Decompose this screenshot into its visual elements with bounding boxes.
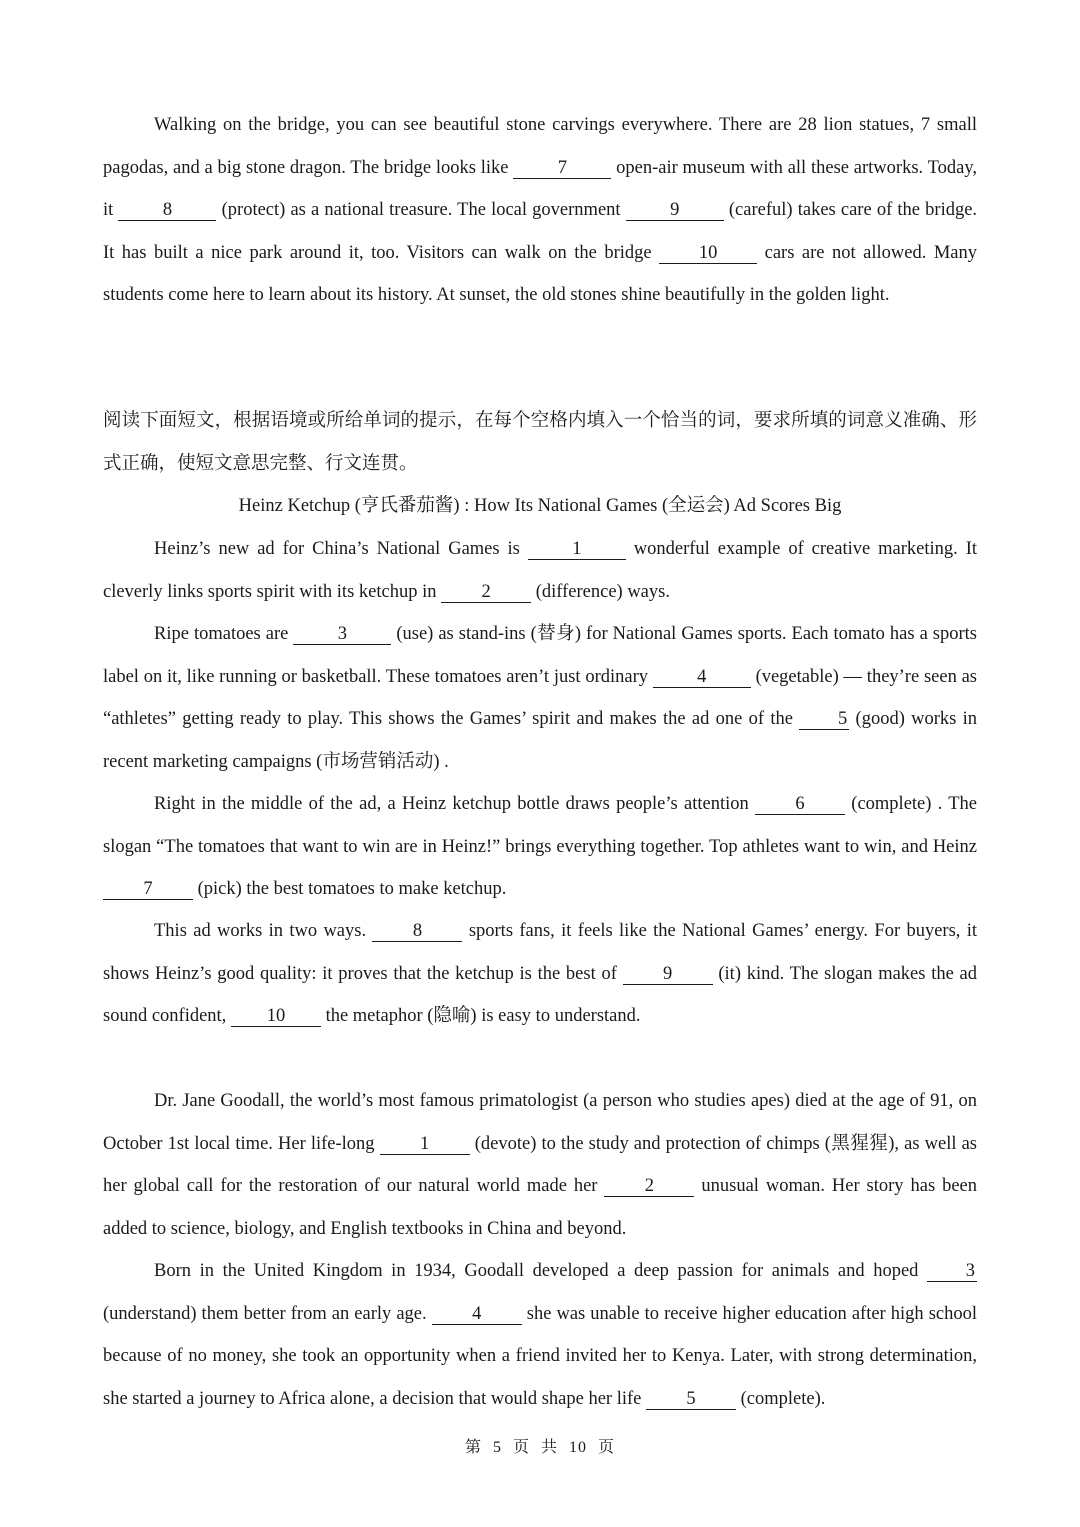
blank-8[interactable]: 8 — [372, 921, 462, 942]
goodall-paragraph-2 — [103, 1250, 977, 1420]
goodall-paragraph-1 — [103, 1080, 977, 1250]
goodall-text: (complete). — [740, 1388, 826, 1409]
heinz-text: wonderful example of creative marketing. It cleverly links sports spirit with its ketchup in — [103, 539, 978, 602]
passage-title: Heinz Ketchup (亨氏番茄酱) : How Its National Games (全运会) Ad Scores Big — [238, 496, 842, 516]
page-number: 5 — [492, 1439, 502, 1456]
heinz-text: (it) kind. The slogan makes the ad sound confident, — [103, 963, 978, 1026]
footer-prefix: 第 — [464, 1439, 482, 1456]
heinz-text: (difference) ways. — [535, 581, 670, 602]
heinz-text: (use) as stand-ins (替身) for National Games sports. Each tomato has a sports label on it, like running or basketball. These tomatoes aren’t just ordinary — [103, 624, 977, 687]
blank-5[interactable]: 5 — [646, 1389, 736, 1410]
goodall-text: Dr. Jane Goodall, the world’s most famous primatologist (a person who studies apes) died at the age of 91, on October 1st local time. Her life-long — [103, 1091, 977, 1154]
heinz-text: (good) works in recent marketing campaigns (市场营销活动) . — [103, 709, 978, 772]
blank-10[interactable]: 10 — [659, 243, 757, 264]
heinz-paragraph-2 — [103, 613, 977, 783]
total-pages: 10 — [569, 1439, 588, 1456]
bridge-text-2: open-air museum with all these artworks. Today, it — [103, 157, 977, 220]
goodall-text: (devote) to the study and protection of chimps (黑猩猩), as well as her global call for the restoration of our natural world made her — [103, 1133, 977, 1196]
heinz-text: sports fans, it feels like the National Games’ energy. For buyers, it shows Heinz’s good quality: it proves that the ketchup is the best of — [103, 921, 978, 984]
footer-page-word: 页 — [512, 1439, 530, 1456]
bridge-text-1: Walking on the bridge, you can see beautiful stone carvings everywhere. There are 28 lion statues, 7 small pagodas, and a big stone dragon. The bridge looks like — [103, 115, 977, 178]
blank-6[interactable]: 6 — [755, 794, 845, 815]
blank-5[interactable]: 5 — [799, 709, 849, 730]
blank-4[interactable]: 4 — [653, 667, 751, 688]
blank-3[interactable]: 3 — [293, 624, 391, 645]
heinz-paragraph-4 — [103, 910, 977, 1038]
heinz-text: the metaphor (隐喻) is easy to understand. — [325, 1006, 641, 1026]
heinz-text: (vegetable) — they’re seen as “athletes” getting ready to play. This shows the Games’ spirit and makes the ad one of the — [103, 666, 978, 729]
footer-total-word: 共 — [541, 1439, 559, 1456]
blank-10[interactable]: 10 — [231, 1006, 321, 1027]
heinz-text: Ripe tomatoes are — [154, 624, 289, 644]
blank-9[interactable]: 9 — [623, 964, 713, 985]
bridge-paragraph — [103, 104, 977, 317]
heinz-text: Right in the middle of the ad, a Heinz ketchup bottle draws people’s attention — [154, 794, 749, 814]
goodall-text: she was unable to receive higher education after high school because of no money, she took an opportunity when a friend invited her to Kenya. Later, with strong determination, she started a journey to Africa alone, a decision that would shape her life — [103, 1303, 978, 1409]
heinz-paragraph-1 — [103, 528, 977, 613]
bridge-text-3: (protect) as a national treasure. The local government — [221, 200, 621, 220]
goodall-text: (understand) them better from an early age. — [103, 1303, 427, 1324]
blank-7[interactable]: 7 — [103, 879, 193, 900]
goodall-text: unusual woman. Her story has been added to science, biology, and English textbooks in China and beyond. — [103, 1176, 978, 1239]
heinz-text: (complete) . The slogan “The tomatoes that want to win are in Heinz!” brings everything together. Top athletes want to win, and Heinz — [103, 794, 978, 857]
page-footer — [0, 1434, 1080, 1457]
blank-2[interactable]: 2 — [604, 1176, 694, 1197]
heinz-paragraph-3 — [103, 783, 977, 911]
blank-1[interactable]: 1 — [528, 539, 626, 560]
instructions: 阅读下面短文，根据语境或所给单词的提示，在每个空格内填入一个恰当的词，要求所填的词意义准确、形式正确，使短文意思完整、行文连贯。 — [103, 411, 977, 474]
footer-suffix: 页 — [598, 1439, 616, 1456]
bridge-text-4: (careful) takes care of the bridge. It has built a nice park around it, too. Visitors can walk on the bridge — [103, 200, 978, 263]
heinz-text: (pick) the best tomatoes to make ketchup. — [197, 879, 507, 899]
blank-2[interactable]: 2 — [441, 582, 531, 603]
blank-9[interactable]: 9 — [626, 200, 724, 221]
blank-3[interactable]: 3 — [927, 1261, 977, 1282]
heinz-text: Heinz’s new ad for China’s National Games is — [154, 539, 520, 559]
heinz-text: This ad works in two ways. — [154, 921, 367, 941]
goodall-text: Born in the United Kingdom in 1934, Goodall developed a deep passion for animals and hoped — [154, 1261, 919, 1281]
blank-1[interactable]: 1 — [380, 1134, 470, 1155]
blank-8[interactable]: 8 — [118, 200, 216, 221]
blank-7[interactable]: 7 — [513, 158, 611, 179]
blank-4[interactable]: 4 — [432, 1304, 522, 1325]
bridge-text-5: cars are not allowed. Many students come here to learn about its history. At sunset, the old stones shine beautifully in the golden light. — [103, 242, 978, 305]
